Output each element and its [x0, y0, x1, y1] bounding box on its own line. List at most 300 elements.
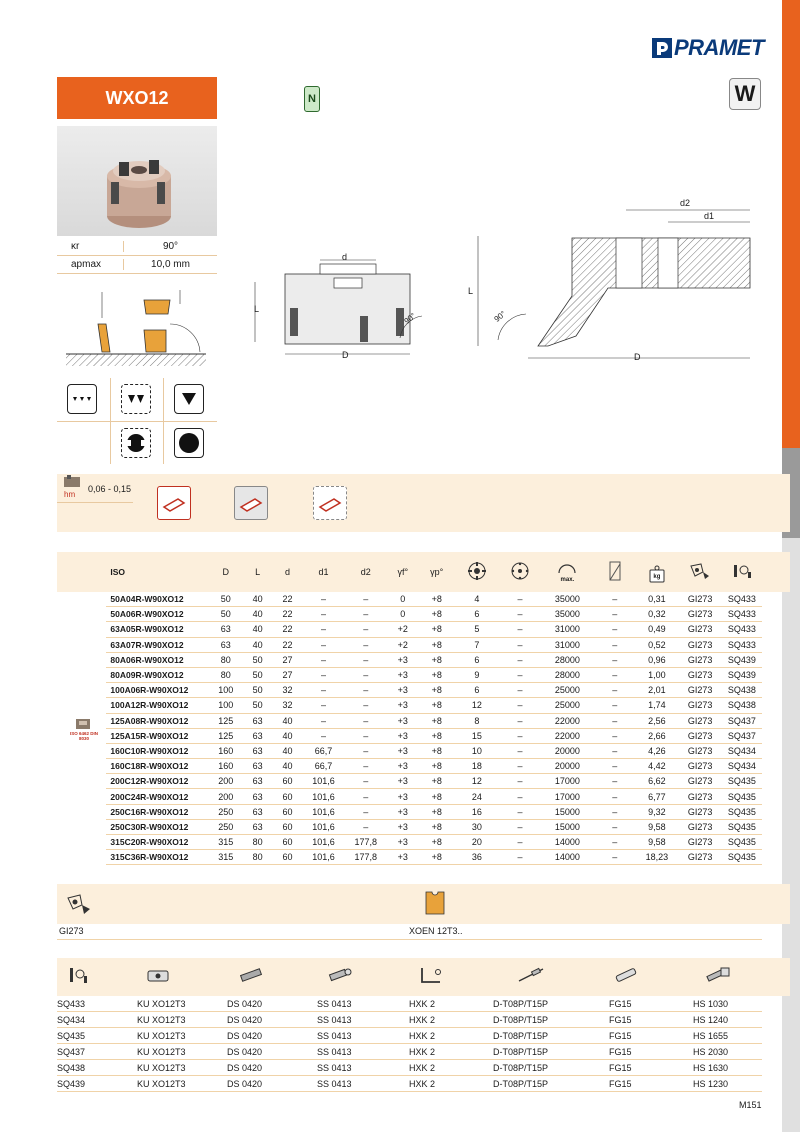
table-cell: – — [499, 683, 540, 698]
table-cell: 63 — [242, 819, 273, 834]
iso-code-cell: 160C18R-W90XO12 — [106, 759, 209, 774]
table-cell: – — [302, 713, 345, 728]
table-cell: – — [302, 652, 345, 667]
table-cell: 63 — [242, 759, 273, 774]
table-cell: +2 — [386, 622, 419, 637]
table-row — [57, 592, 762, 607]
spare-part-cell: D-T08P/T15P — [493, 1044, 609, 1060]
table-cell: 35000 — [541, 607, 595, 622]
table-cell: 125 — [209, 728, 242, 743]
spare-part-cell: HXK 2 — [409, 1076, 493, 1092]
table-cell: – — [345, 637, 386, 652]
product-table — [57, 552, 762, 865]
table-cell: SQ435 — [722, 804, 762, 819]
spare-part-cell: SS 0413 — [317, 1060, 409, 1076]
page-number: M151 — [739, 1100, 762, 1110]
continuous-cut-icon — [174, 428, 204, 458]
table-cell: GI273 — [679, 713, 722, 728]
table-cell: +8 — [419, 622, 454, 637]
table-row — [57, 622, 762, 637]
table-cell: 24 — [454, 789, 499, 804]
table-cell: – — [499, 592, 540, 607]
table-cell: 40 — [242, 622, 273, 637]
table-cell: 0,49 — [635, 622, 678, 637]
spare-part-cell: SS 0413 — [317, 1028, 409, 1044]
table-cell: 63 — [209, 637, 242, 652]
table-cell: 40 — [273, 713, 302, 728]
dim-label-D: D — [634, 352, 641, 362]
table-cell: 28000 — [541, 667, 595, 682]
table-cell: +3 — [386, 728, 419, 743]
table-cell: +3 — [386, 789, 419, 804]
spare-part-cell: SS 0413 — [317, 1076, 409, 1092]
table-cell: +8 — [419, 728, 454, 743]
table-cell: 66,7 — [302, 759, 345, 774]
table-cell: +3 — [386, 804, 419, 819]
table-cell: SQ433 — [722, 592, 762, 607]
insert-shape-icon — [424, 888, 446, 921]
table-cell: +3 — [386, 850, 419, 865]
table-cell: GI273 — [679, 698, 722, 713]
table-cell: – — [345, 804, 386, 819]
iso-code-cell: 125A08R-W90XO12 — [106, 713, 209, 728]
side-tab[interactable] — [782, 538, 800, 1132]
iso-standard-badge — [68, 718, 98, 742]
application-symbols — [57, 378, 217, 464]
triple-triangle-icon — [67, 384, 97, 414]
table-cell: 6 — [454, 683, 499, 698]
feed-separator — [57, 502, 133, 503]
header-d: d — [284, 567, 290, 577]
spare-part-cell: KU XO12T3 — [137, 996, 227, 1012]
spare-part-cell: D-T08P/T15P — [493, 996, 609, 1012]
table-cell: 9,58 — [635, 819, 678, 834]
table-cell: SQ437 — [722, 728, 762, 743]
table-cell: – — [594, 835, 635, 850]
table-cell: 80 — [242, 850, 273, 865]
table-cell: 10 — [454, 743, 499, 758]
iso-code-cell: 250C16R-W90XO12 — [106, 804, 209, 819]
table-cell: 27 — [273, 667, 302, 682]
table-cell: +8 — [419, 789, 454, 804]
spare-part-cell: HXK 2 — [409, 1012, 493, 1028]
param-table — [57, 238, 217, 274]
spare-part-cell: HS 1240 — [693, 1012, 762, 1028]
table-cell: +8 — [419, 652, 454, 667]
spare-part-cell: SS 0413 — [317, 1044, 409, 1060]
header-L: L — [255, 567, 261, 577]
table-cell: 22 — [273, 607, 302, 622]
table-cell: SQ433 — [722, 607, 762, 622]
table-cell: 177,8 — [345, 850, 386, 865]
feed-value: 0,06 - 0,15 — [88, 484, 132, 494]
table-cell: 60 — [273, 835, 302, 850]
table-cell: +3 — [386, 759, 419, 774]
teeth-count-icon — [454, 552, 499, 592]
table-cell: 250 — [209, 804, 242, 819]
table-cell: 22 — [273, 637, 302, 652]
table-cell: 80 — [242, 835, 273, 850]
table-row — [57, 728, 762, 743]
table-cell: SQ433 — [722, 622, 762, 637]
table-cell: +8 — [419, 743, 454, 758]
table-cell: – — [594, 789, 635, 804]
table-cell: – — [499, 622, 540, 637]
side-tab-active[interactable] — [782, 0, 800, 448]
spare-part-cell: HS 2030 — [693, 1044, 762, 1060]
feed-icon — [62, 474, 82, 490]
table-cell: 15000 — [541, 819, 595, 834]
table-cell: 4,42 — [635, 759, 678, 774]
spare-part-cell: HS 1230 — [693, 1076, 762, 1092]
insert-geometry-diagram — [62, 284, 214, 370]
spare-set-code: SQ433 — [57, 996, 137, 1012]
spare-part-cell: DS 0420 — [227, 1044, 317, 1060]
iso-code-cell: 50A06R-W90XO12 — [106, 607, 209, 622]
table-cell: 9,32 — [635, 804, 678, 819]
work-strategy-icon — [313, 486, 347, 520]
spare-part-cell: HS 1655 — [693, 1028, 762, 1044]
table-row — [57, 683, 762, 698]
header-gamma-p: γp° — [430, 567, 444, 577]
table-row — [57, 759, 762, 774]
table-cell: – — [594, 728, 635, 743]
table-cell: 20000 — [541, 759, 595, 774]
table-row — [57, 850, 762, 865]
spare-part-cell: HXK 2 — [409, 1060, 493, 1076]
table-cell: – — [345, 713, 386, 728]
header-d1: d1 — [318, 567, 329, 577]
table-cell: +8 — [419, 713, 454, 728]
spares-row — [57, 1044, 762, 1060]
table-cell: SQ439 — [722, 667, 762, 682]
table-cell: +8 — [419, 835, 454, 850]
spares-row — [57, 996, 762, 1012]
table-cell: 2,66 — [635, 728, 678, 743]
table-cell: 12 — [454, 774, 499, 789]
brand-logo — [652, 36, 764, 60]
table-cell: GI273 — [679, 819, 722, 834]
table-cell: 50 — [209, 592, 242, 607]
spare-part-cell: DS 0420 — [227, 996, 317, 1012]
ramping-icon — [594, 552, 635, 592]
work-strategy-icon — [157, 486, 191, 520]
table-cell: 8 — [454, 713, 499, 728]
table-cell: 22 — [273, 592, 302, 607]
table-cell: 17000 — [541, 774, 595, 789]
table-cell: – — [594, 667, 635, 682]
table-cell: – — [499, 804, 540, 819]
table-cell: 101,6 — [302, 835, 345, 850]
spares-row — [57, 1060, 762, 1076]
table-cell: – — [594, 652, 635, 667]
table-cell: 14000 — [541, 835, 595, 850]
spare-part-cell: HS 1630 — [693, 1060, 762, 1076]
table-cell: – — [499, 850, 540, 865]
table-cell: +8 — [419, 804, 454, 819]
spare-set-code: SQ435 — [57, 1028, 137, 1044]
table-row — [57, 652, 762, 667]
iso-code-cell: 200C24R-W90XO12 — [106, 789, 209, 804]
table-cell: 22000 — [541, 728, 595, 743]
iso-code-cell: 125A15R-W90XO12 — [106, 728, 209, 743]
iso-code-cell: 200C12R-W90XO12 — [106, 774, 209, 789]
table-cell: 63 — [209, 622, 242, 637]
feed-label: hm — [64, 490, 76, 499]
insert-ref-icon — [679, 552, 722, 592]
table-cell: 160 — [209, 743, 242, 758]
table-cell: +8 — [419, 667, 454, 682]
table-cell: – — [499, 652, 540, 667]
cutter-side-drawing — [250, 252, 430, 364]
param-value: 10,0 mm — [151, 259, 190, 270]
table-cell: GI273 — [679, 728, 722, 743]
table-cell: +3 — [386, 698, 419, 713]
dim-label-D: D — [342, 350, 349, 360]
table-row — [57, 819, 762, 834]
spare-part-cell: DS 0420 — [227, 1012, 317, 1028]
table-cell: – — [302, 637, 345, 652]
table-cell: 0,52 — [635, 637, 678, 652]
table-row — [57, 789, 762, 804]
table-row — [57, 804, 762, 819]
table-cell: – — [345, 819, 386, 834]
table-cell: SQ437 — [722, 713, 762, 728]
iso-code-cell: 100A12R-W90XO12 — [106, 698, 209, 713]
table-cell: GI273 — [679, 850, 722, 865]
table-header-row — [57, 552, 762, 592]
table-cell: +2 — [386, 637, 419, 652]
header-gamma-f: γf° — [397, 567, 409, 577]
iso-code-cell: 315C20R-W90XO12 — [106, 835, 209, 850]
table-cell: 63 — [242, 789, 273, 804]
table-cell: +8 — [419, 850, 454, 865]
iso-code-cell: 160C10R-W90XO12 — [106, 743, 209, 758]
spare-set-code: SQ439 — [57, 1076, 137, 1092]
table-cell: – — [345, 683, 386, 698]
iso-code-cell: 315C36R-W90XO12 — [106, 850, 209, 865]
table-cell: 22 — [273, 622, 302, 637]
table-cell: – — [302, 698, 345, 713]
spares-table — [57, 996, 762, 1092]
insert-ref-icon — [66, 893, 92, 920]
table-cell: – — [499, 789, 540, 804]
table-cell: – — [499, 607, 540, 622]
table-cell: 50 — [209, 607, 242, 622]
table-cell: 60 — [273, 819, 302, 834]
hex-key-icon — [418, 964, 444, 991]
header-d2: d2 — [360, 567, 371, 577]
dim-label-d: d — [342, 252, 348, 262]
table-cell: 32 — [273, 698, 302, 713]
table-cell: 22000 — [541, 713, 595, 728]
table-row — [57, 637, 762, 652]
table-cell: +3 — [386, 652, 419, 667]
table-cell: 101,6 — [302, 804, 345, 819]
max-rpm-label: max. — [560, 577, 575, 583]
table-cell: 80 — [209, 652, 242, 667]
table-row — [57, 713, 762, 728]
table-cell: – — [302, 667, 345, 682]
table-cell: 40 — [273, 728, 302, 743]
table-cell: 6,77 — [635, 789, 678, 804]
iso-code-cell: 100A06R-W90XO12 — [106, 683, 209, 698]
spare-parts-icon — [67, 965, 89, 990]
table-cell: +3 — [386, 713, 419, 728]
table-cell: 25000 — [541, 683, 595, 698]
table-cell: 100 — [209, 683, 242, 698]
table-cell: – — [594, 850, 635, 865]
dim-label-L: L — [468, 286, 474, 296]
table-cell: GI273 — [679, 759, 722, 774]
iso-code-cell: 80A09R-W90XO12 — [106, 667, 209, 682]
table-cell: 63 — [242, 728, 273, 743]
table-cell: SQ438 — [722, 698, 762, 713]
table-cell: – — [345, 667, 386, 682]
table-cell: +3 — [386, 819, 419, 834]
table-cell: 0,32 — [635, 607, 678, 622]
table-cell: SQ433 — [722, 637, 762, 652]
table-cell: 0 — [386, 607, 419, 622]
table-cell: 60 — [273, 774, 302, 789]
table-cell: GI273 — [679, 667, 722, 682]
clamp-screw-icon — [326, 966, 356, 989]
cutter-section-drawing — [468, 196, 758, 364]
table-cell: – — [499, 713, 540, 728]
table-cell: 66,7 — [302, 743, 345, 758]
spare-set-code: SQ434 — [57, 1012, 137, 1028]
spare-part-cell: KU XO12T3 — [137, 1044, 227, 1060]
table-cell: – — [345, 592, 386, 607]
table-cell: 0,96 — [635, 652, 678, 667]
table-cell: 27 — [273, 652, 302, 667]
table-cell: 177,8 — [345, 835, 386, 850]
table-cell: – — [499, 819, 540, 834]
table-row — [57, 698, 762, 713]
param-symbol: apmax — [57, 259, 124, 270]
table-cell: – — [345, 607, 386, 622]
table-cell: SQ435 — [722, 835, 762, 850]
standard-book-icon — [75, 718, 91, 730]
table-cell: +8 — [419, 683, 454, 698]
interrupted-cut-icon — [121, 428, 151, 458]
table-cell: SQ435 — [722, 774, 762, 789]
param-symbol: κr — [57, 241, 124, 252]
table-cell: GI273 — [679, 774, 722, 789]
table-cell: 80 — [209, 667, 242, 682]
table-cell: 40 — [242, 592, 273, 607]
table-cell: 63 — [242, 713, 273, 728]
pin-icon — [612, 966, 642, 989]
table-cell: +3 — [386, 683, 419, 698]
spare-part-cell: FG15 — [609, 1060, 693, 1076]
spare-part-cell: D-T08P/T15P — [493, 1028, 609, 1044]
table-cell: 40 — [273, 743, 302, 758]
table-cell: 200 — [209, 774, 242, 789]
table-cell: 16 — [454, 804, 499, 819]
product-photo — [57, 126, 217, 236]
table-cell: 60 — [273, 789, 302, 804]
table-cell: 6,62 — [635, 774, 678, 789]
table-cell: +8 — [419, 607, 454, 622]
table-cell: +8 — [419, 774, 454, 789]
table-cell: – — [499, 759, 540, 774]
internal-coolant-icon — [499, 552, 540, 592]
product-title: WXO12 — [57, 77, 217, 119]
table-cell: – — [594, 774, 635, 789]
table-cell: – — [499, 698, 540, 713]
spare-part-cell: DS 0420 — [227, 1076, 317, 1092]
table-cell: GI273 — [679, 789, 722, 804]
brand-name: PRAMET — [674, 35, 764, 60]
table-cell: – — [594, 637, 635, 652]
header-D: D — [222, 567, 229, 577]
table-cell: 5 — [454, 622, 499, 637]
header-iso: ISO — [110, 567, 126, 577]
spare-set-code: SQ438 — [57, 1060, 137, 1076]
insert-code: GI273 — [59, 926, 84, 936]
table-cell: +8 — [419, 637, 454, 652]
material-badge: N — [304, 86, 320, 112]
spare-part-cell: DS 0420 — [227, 1028, 317, 1044]
pramet-logo-icon — [652, 38, 672, 58]
table-cell: 12 — [454, 698, 499, 713]
table-cell: 6 — [454, 607, 499, 622]
table-cell: – — [594, 622, 635, 637]
table-cell: – — [499, 743, 540, 758]
table-cell: +3 — [386, 835, 419, 850]
clamp-icon — [146, 966, 172, 989]
table-cell: 25000 — [541, 698, 595, 713]
table-cell: GI273 — [679, 622, 722, 637]
table-cell: – — [594, 592, 635, 607]
iso-code-cell: 250C30R-W90XO12 — [106, 819, 209, 834]
table-cell: 100 — [209, 698, 242, 713]
max-rpm-icon — [541, 552, 595, 592]
table-cell: 50 — [242, 667, 273, 682]
spare-part-cell: FG15 — [609, 1012, 693, 1028]
weight-label: kg — [653, 573, 661, 580]
table-cell: SQ434 — [722, 759, 762, 774]
table-cell: 63 — [242, 774, 273, 789]
iso-code-cell: 63A07R-W90XO12 — [106, 637, 209, 652]
table-cell: 250 — [209, 819, 242, 834]
table-cell: 30 — [454, 819, 499, 834]
table-cell: – — [345, 789, 386, 804]
weight-icon — [635, 552, 678, 592]
table-cell: 18 — [454, 759, 499, 774]
spare-part-cell: SS 0413 — [317, 1012, 409, 1028]
table-cell: 315 — [209, 835, 242, 850]
table-cell: 200 — [209, 789, 242, 804]
table-cell: 60 — [273, 804, 302, 819]
table-cell: – — [594, 683, 635, 698]
table-cell: – — [499, 637, 540, 652]
table-cell: GI273 — [679, 637, 722, 652]
table-cell: SQ435 — [722, 850, 762, 865]
table-cell: – — [345, 728, 386, 743]
spare-part-cell: HS 1030 — [693, 996, 762, 1012]
table-cell: 101,6 — [302, 789, 345, 804]
table-cell: – — [302, 683, 345, 698]
table-cell: GI273 — [679, 804, 722, 819]
spare-part-cell: SS 0413 — [317, 996, 409, 1012]
spare-part-cell: D-T08P/T15P — [493, 1060, 609, 1076]
dim-label-L: L — [254, 304, 260, 314]
table-cell: 40 — [242, 607, 273, 622]
table-row — [57, 607, 762, 622]
table-cell: – — [302, 592, 345, 607]
